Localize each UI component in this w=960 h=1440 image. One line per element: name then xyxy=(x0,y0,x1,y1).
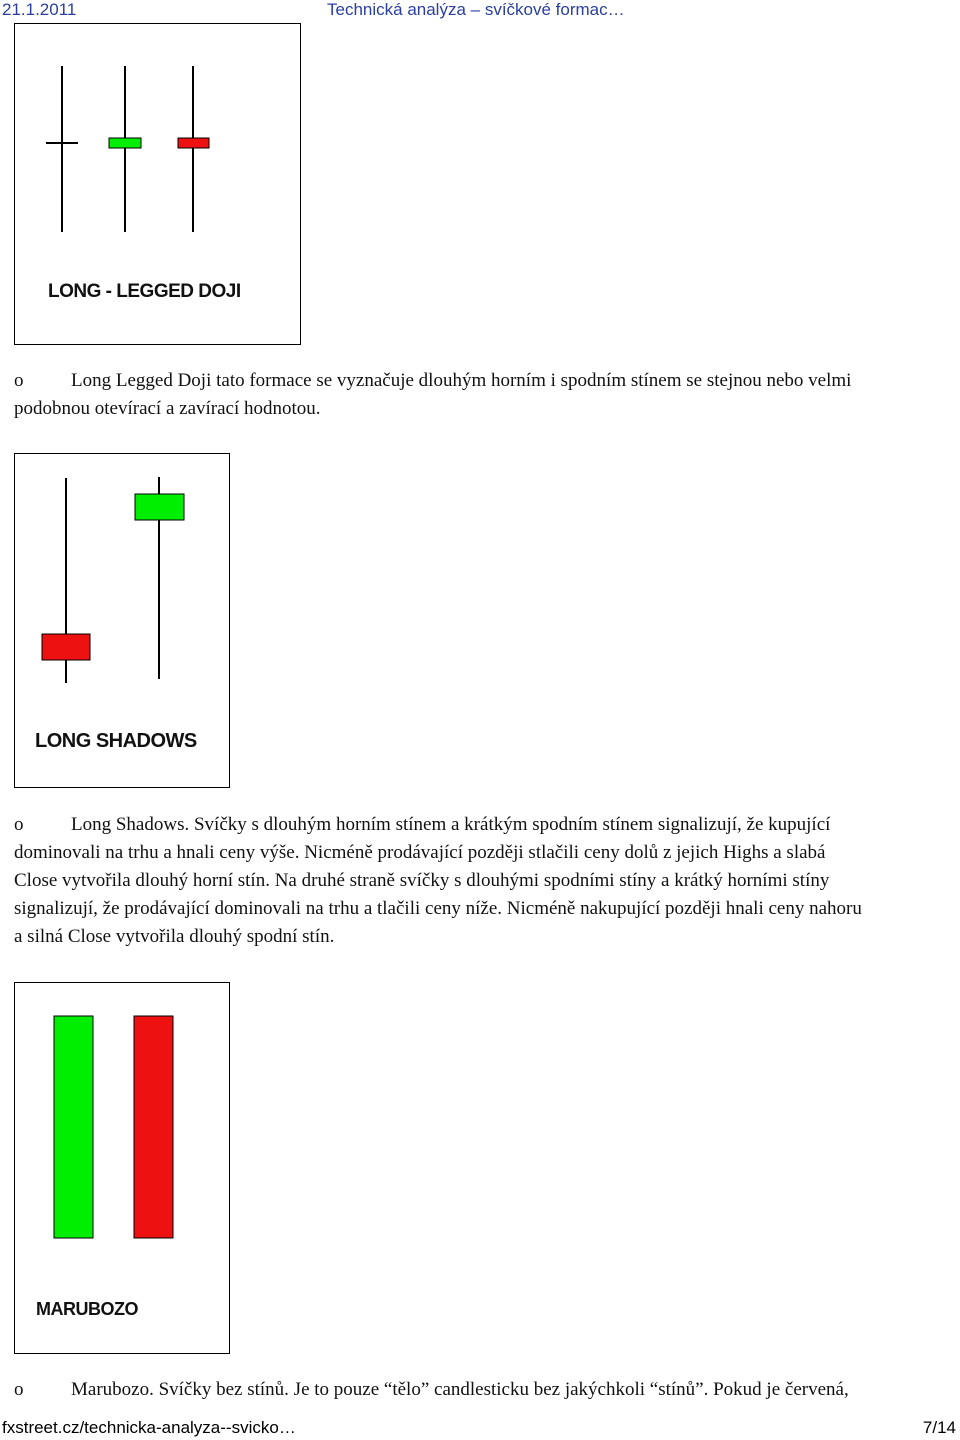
footer-url: fxstreet.cz/technicka-analyza--svicko… xyxy=(2,1418,296,1437)
paragraph-line: signalizují, že prodávající dominovali na trhu a tlačili ceny níže. Nicméně nakupující později hnali ceny nahoru xyxy=(14,898,862,919)
header-title: Technická analýza – svíčkové formac… xyxy=(327,0,625,19)
paragraph-line: Marubozo. Svíčky bez stínů. Je to pouze “tělo” candlesticku bez jakýchkoli “stínů”. Pokud je červená, xyxy=(71,1379,849,1400)
paragraph-long-legged-doji xyxy=(14,367,944,423)
paragraph-line: podobnou otevírací a zavírací hodnotou. xyxy=(14,398,321,419)
marubozo-candles xyxy=(15,983,229,1353)
doji-body-bear xyxy=(178,138,209,148)
paragraph-line: dominovali na trhu a hnali ceny výše. Nicméně prodávající později stlačili ceny dolů z jejich Highs a slabá xyxy=(14,842,826,863)
figure-caption: MARUBOZO xyxy=(36,1299,138,1319)
page-number: 7/14 xyxy=(922,1418,956,1437)
marubozo-body-bull xyxy=(54,1016,93,1238)
paragraph-line: Long Legged Doji tato formace se vyznačuje dlouhým horním i spodním stínem se stejnou nebo velmi xyxy=(71,370,852,391)
header-date: 21.1.2011 xyxy=(2,0,77,19)
page-header xyxy=(0,0,960,22)
figure-marubozo xyxy=(14,982,230,1354)
paragraph-line: Long Shadows. Svíčky s dlouhým horním stínem a krátkým spodním stínem signalizují, že kupující xyxy=(71,814,831,835)
bullet-marker: o xyxy=(14,814,24,835)
doji-body-bull xyxy=(109,138,141,148)
paragraph-long-shadows xyxy=(14,811,944,951)
paragraph-line: a silná Close vytvořila dlouhý spodní stín. xyxy=(14,926,335,947)
figure-long-legged-doji xyxy=(14,23,301,345)
page-footer xyxy=(0,1418,960,1440)
figure-long-shadows xyxy=(14,453,230,788)
shadow-body-bull xyxy=(135,494,184,520)
paragraph-line: Close vytvořila dlouhý horní stín. Na druhé straně svíčky s dlouhými spodními stíny a krátký horními stíny xyxy=(14,870,830,891)
figure-caption: LONG SHADOWS xyxy=(35,730,197,752)
shadow-body-bear xyxy=(42,634,90,660)
bullet-marker: o xyxy=(14,1379,24,1400)
bullet-marker: o xyxy=(14,370,24,391)
paragraph-marubozo xyxy=(14,1376,944,1404)
marubozo-body-bear xyxy=(134,1016,173,1238)
figure-caption: LONG - LEGGED DOJI xyxy=(48,281,241,302)
